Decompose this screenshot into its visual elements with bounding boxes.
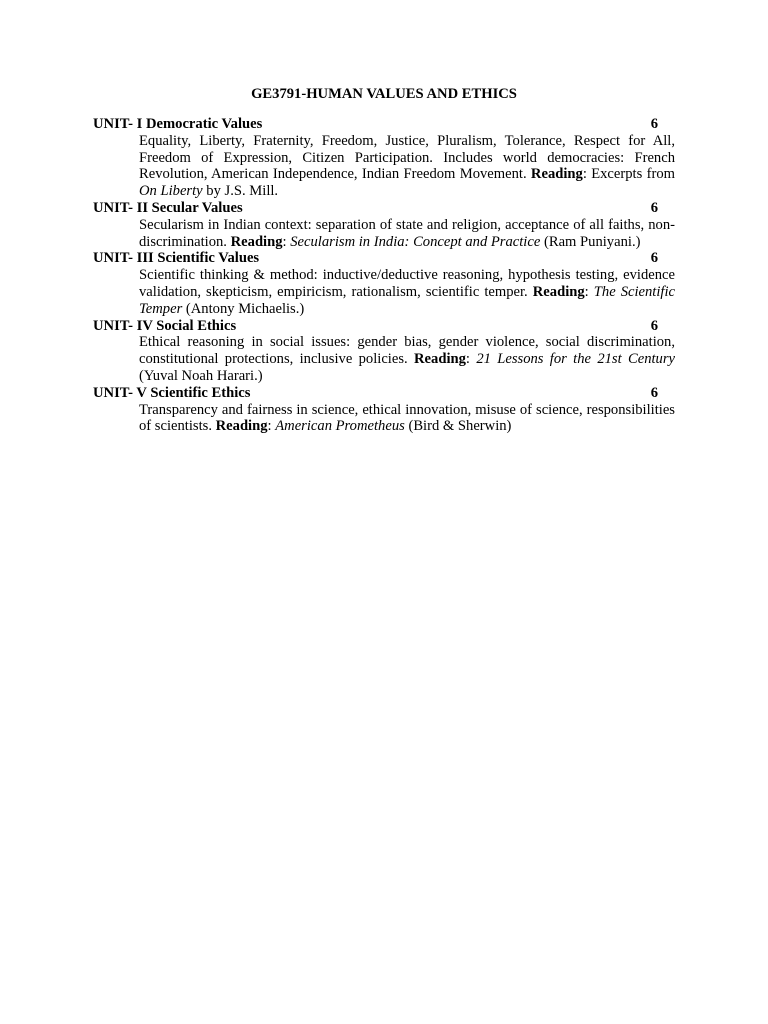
unit-heading xyxy=(93,116,675,133)
units-list xyxy=(93,116,675,435)
unit-hours: 6 xyxy=(650,317,658,334)
reading-title: American Prometheus xyxy=(275,418,405,435)
unit-heading xyxy=(93,200,675,217)
unit-2 xyxy=(93,200,675,250)
unit-title: UNIT- IV Social Ethics xyxy=(93,317,237,334)
unit-hours: 6 xyxy=(650,250,658,267)
unit-topics: Secularism in Indian context: separation of state and religion, acceptance of all faiths, non-discrimination. xyxy=(139,216,675,250)
unit-hours: 6 xyxy=(650,199,658,216)
unit-description: Transparency and fairness in science, ethical innovation, misuse of science, responsibilities of scientists. Reading: American Prometheus (Bird & Sherwin) xyxy=(139,401,675,435)
reading-author: (Ram Puniyani.) xyxy=(540,233,641,250)
reading-title: 21 Lessons for the 21st Century xyxy=(476,351,676,368)
unit-title: UNIT- V Scientific Ethics xyxy=(93,384,251,401)
unit-hours: 6 xyxy=(650,116,658,132)
unit-topics: Transparency and fairness in science, ethical innovation, misuse of science, responsibilities of scientists. xyxy=(139,401,675,435)
reading-label: Reading xyxy=(215,418,268,435)
reading-author: by J.S. Mill. xyxy=(202,183,279,200)
reading-label: Reading xyxy=(230,233,283,250)
reading-author: (Yuval Noah Harari.) xyxy=(139,367,263,384)
reading-label: Reading xyxy=(530,166,583,183)
reading-title: On Liberty xyxy=(139,183,203,200)
reading-author: (Antony Michaelis.) xyxy=(182,300,305,317)
reading-title: Secularism in India: Concept and Practice xyxy=(290,233,541,250)
unit-1 xyxy=(93,116,675,200)
unit-heading xyxy=(93,250,675,267)
reading-label: Reading xyxy=(414,351,466,368)
reading-label: Reading xyxy=(532,283,585,300)
reading-title: The Scientific Temper xyxy=(139,283,676,317)
unit-heading xyxy=(93,318,675,335)
unit-title: UNIT- III Scientific Values xyxy=(93,250,260,267)
reading-author: (Bird & Sherwin) xyxy=(404,418,512,435)
unit-description: Secularism in Indian context: separation of state and religion, acceptance of all faiths, non-discrimination. Reading: Secularism in India: Concept and Practice (Ram Puniyani.) xyxy=(139,216,675,250)
unit-topics: Ethical reasoning in social issues: gender bias, gender violence, social discrimination, constitutional protections, inclusive policies. xyxy=(139,334,675,368)
reading-prefix: Excerpts from xyxy=(586,166,675,183)
page-title: GE3791-HUMAN VALUES AND ETHICS xyxy=(251,86,517,102)
unit-4 xyxy=(93,318,675,385)
unit-description: Equality, Liberty, Fraternity, Freedom, Justice, Pluralism, Tolerance, Respect for All, Freedom of Expression, Citizen Participation. Includes world democracies: French Revolution, American Independence, Indian Freedom Movement. Reading: Excerpts from On Liberty by J.S. Mill. xyxy=(139,132,675,200)
unit-3 xyxy=(93,250,675,317)
unit-hours: 6 xyxy=(650,384,658,401)
unit-topics: Scientific thinking & method: inductive/deductive reasoning, hypothesis testing, evidence validation, skepticism, empiricism, rationalism, scientific temper. xyxy=(139,267,675,300)
unit-title: UNIT- II Secular Values xyxy=(93,199,243,216)
unit-description: Scientific thinking & method: inductive/deductive reasoning, hypothesis testing, evidence validation, skepticism, empiricism, rationalism, scientific temper. Reading: The Scientific Temper (Antony Michaelis.) xyxy=(139,267,676,317)
unit-description: Ethical reasoning in social issues: gender bias, gender violence, social discrimination, constitutional protections, inclusive policies. Reading: 21 Lessons for the 21st Century (Yuval Noah Harari.) xyxy=(139,334,676,384)
unit-title: UNIT- I Democratic Values xyxy=(93,116,263,132)
unit-topics: Equality, Liberty, Fraternity, Freedom, Justice, Pluralism, Tolerance, Respect for All, Freedom of Expression, Citizen Participation. Includes world democracies: French Revolution, American Independence, Indian Freedom Movement. xyxy=(139,132,675,183)
unit-5 xyxy=(93,385,675,435)
unit-heading xyxy=(93,385,675,402)
